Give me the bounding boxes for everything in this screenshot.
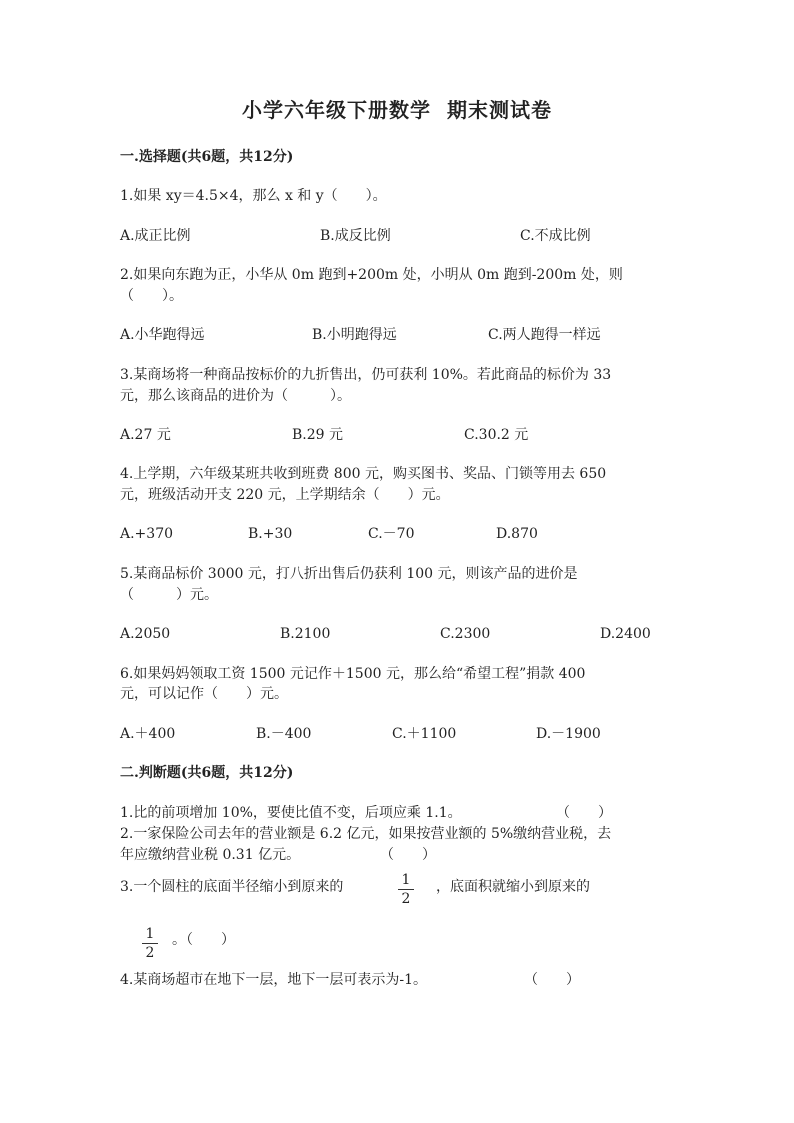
fraction-bar — [142, 943, 158, 944]
option: A.27 元 — [120, 427, 171, 443]
answer-parentheses: （ ） — [380, 847, 436, 863]
option: B.－400 — [256, 726, 312, 742]
option: C.30.2 元 — [464, 427, 529, 443]
question-text: 2.如果向东跑为正，小华从 0m 跑到+200m 处，小明从 0m 跑到-200m 处，则 — [120, 267, 623, 283]
option: C.＋1100 — [392, 726, 457, 742]
question-text: 2.一家保险公司去年的营业额是 6.2 亿元，如果按营业额的 5%缴纳营业税，去 — [120, 826, 612, 842]
answer-parentheses: 。（ ） — [172, 932, 235, 948]
question-text: 1.如果 xy＝4.5×4，那么 x 和 y（ ）。 — [120, 188, 387, 204]
question-text: （ ）。 — [120, 288, 183, 304]
page-title: 小学六年级下册数学 期末测试卷 — [242, 98, 552, 122]
option: B.29 元 — [292, 427, 344, 443]
option: D.－1900 — [536, 726, 601, 742]
answer-parentheses: （ ） — [556, 805, 612, 821]
question-text: 6.如果妈妈领取工资 1500 元记作＋1500 元，那么给“希望工程”捐款 400 — [120, 666, 586, 682]
question-text: 5.某商品标价 3000 元，打八折出售后仍获利 100 元，则该产品的进价是 — [120, 566, 578, 582]
fraction-denominator: 2 — [145, 945, 155, 961]
question-text: 元，那么该商品的进价为（ ）。 — [120, 388, 351, 404]
question-text: 4.上学期，六年级某班共收到班费 800 元，购买图书、奖品、门锁等用去 650 — [120, 466, 607, 482]
option: B.成反比例 — [320, 228, 391, 244]
section-heading: 二.判断题(共6题，共12分) — [120, 765, 294, 781]
option: B.+30 — [248, 526, 293, 542]
question-text: ，底面积就缩小到原来的 — [436, 879, 590, 895]
option: A.+370 — [120, 526, 174, 542]
option: B.小明跑得远 — [312, 327, 397, 343]
option: A.小华跑得远 — [120, 327, 205, 343]
question-text: 元，可以记作（ ）元。 — [120, 686, 288, 702]
fraction-numerator: 1 — [401, 872, 411, 888]
question-text: 1.比的前项增加 10%，要使比值不变，后项应乘 1.1。 — [120, 805, 462, 821]
option: D.870 — [496, 526, 538, 542]
option: A.＋400 — [120, 726, 176, 742]
option: C.－70 — [368, 526, 415, 542]
question-text: （ ）元。 — [120, 587, 218, 603]
fraction-bar — [398, 889, 414, 890]
fraction-numerator: 1 — [145, 926, 155, 942]
question-text: 4.某商场超市在地下一层，地下一层可表示为-1。 — [120, 972, 427, 988]
fraction — [142, 926, 158, 961]
fraction — [398, 872, 414, 907]
question-text: 3.某商场将一种商品按标价的九折售出，仍可获利 10%。若此商品的标价为 33 — [120, 367, 612, 383]
question-text: 年应缴纳营业税 0.31 亿元。 — [120, 847, 301, 863]
option: B.2100 — [280, 626, 331, 642]
option: A.2050 — [120, 626, 171, 642]
option: A.成正比例 — [120, 228, 191, 244]
option: C.2300 — [440, 626, 491, 642]
section-heading: 一.选择题(共6题，共12分) — [120, 149, 294, 165]
question-text: 元，班级活动开支 220 元，上学期结余（ ）元。 — [120, 487, 450, 503]
question-text: 3.一个圆柱的底面半径缩小到原来的 — [120, 879, 344, 895]
option: C.两人跑得一样远 — [488, 327, 601, 343]
fraction-denominator: 2 — [401, 891, 411, 907]
option: C.不成比例 — [520, 228, 591, 244]
answer-parentheses: （ ） — [524, 972, 580, 988]
option: D.2400 — [600, 626, 651, 642]
